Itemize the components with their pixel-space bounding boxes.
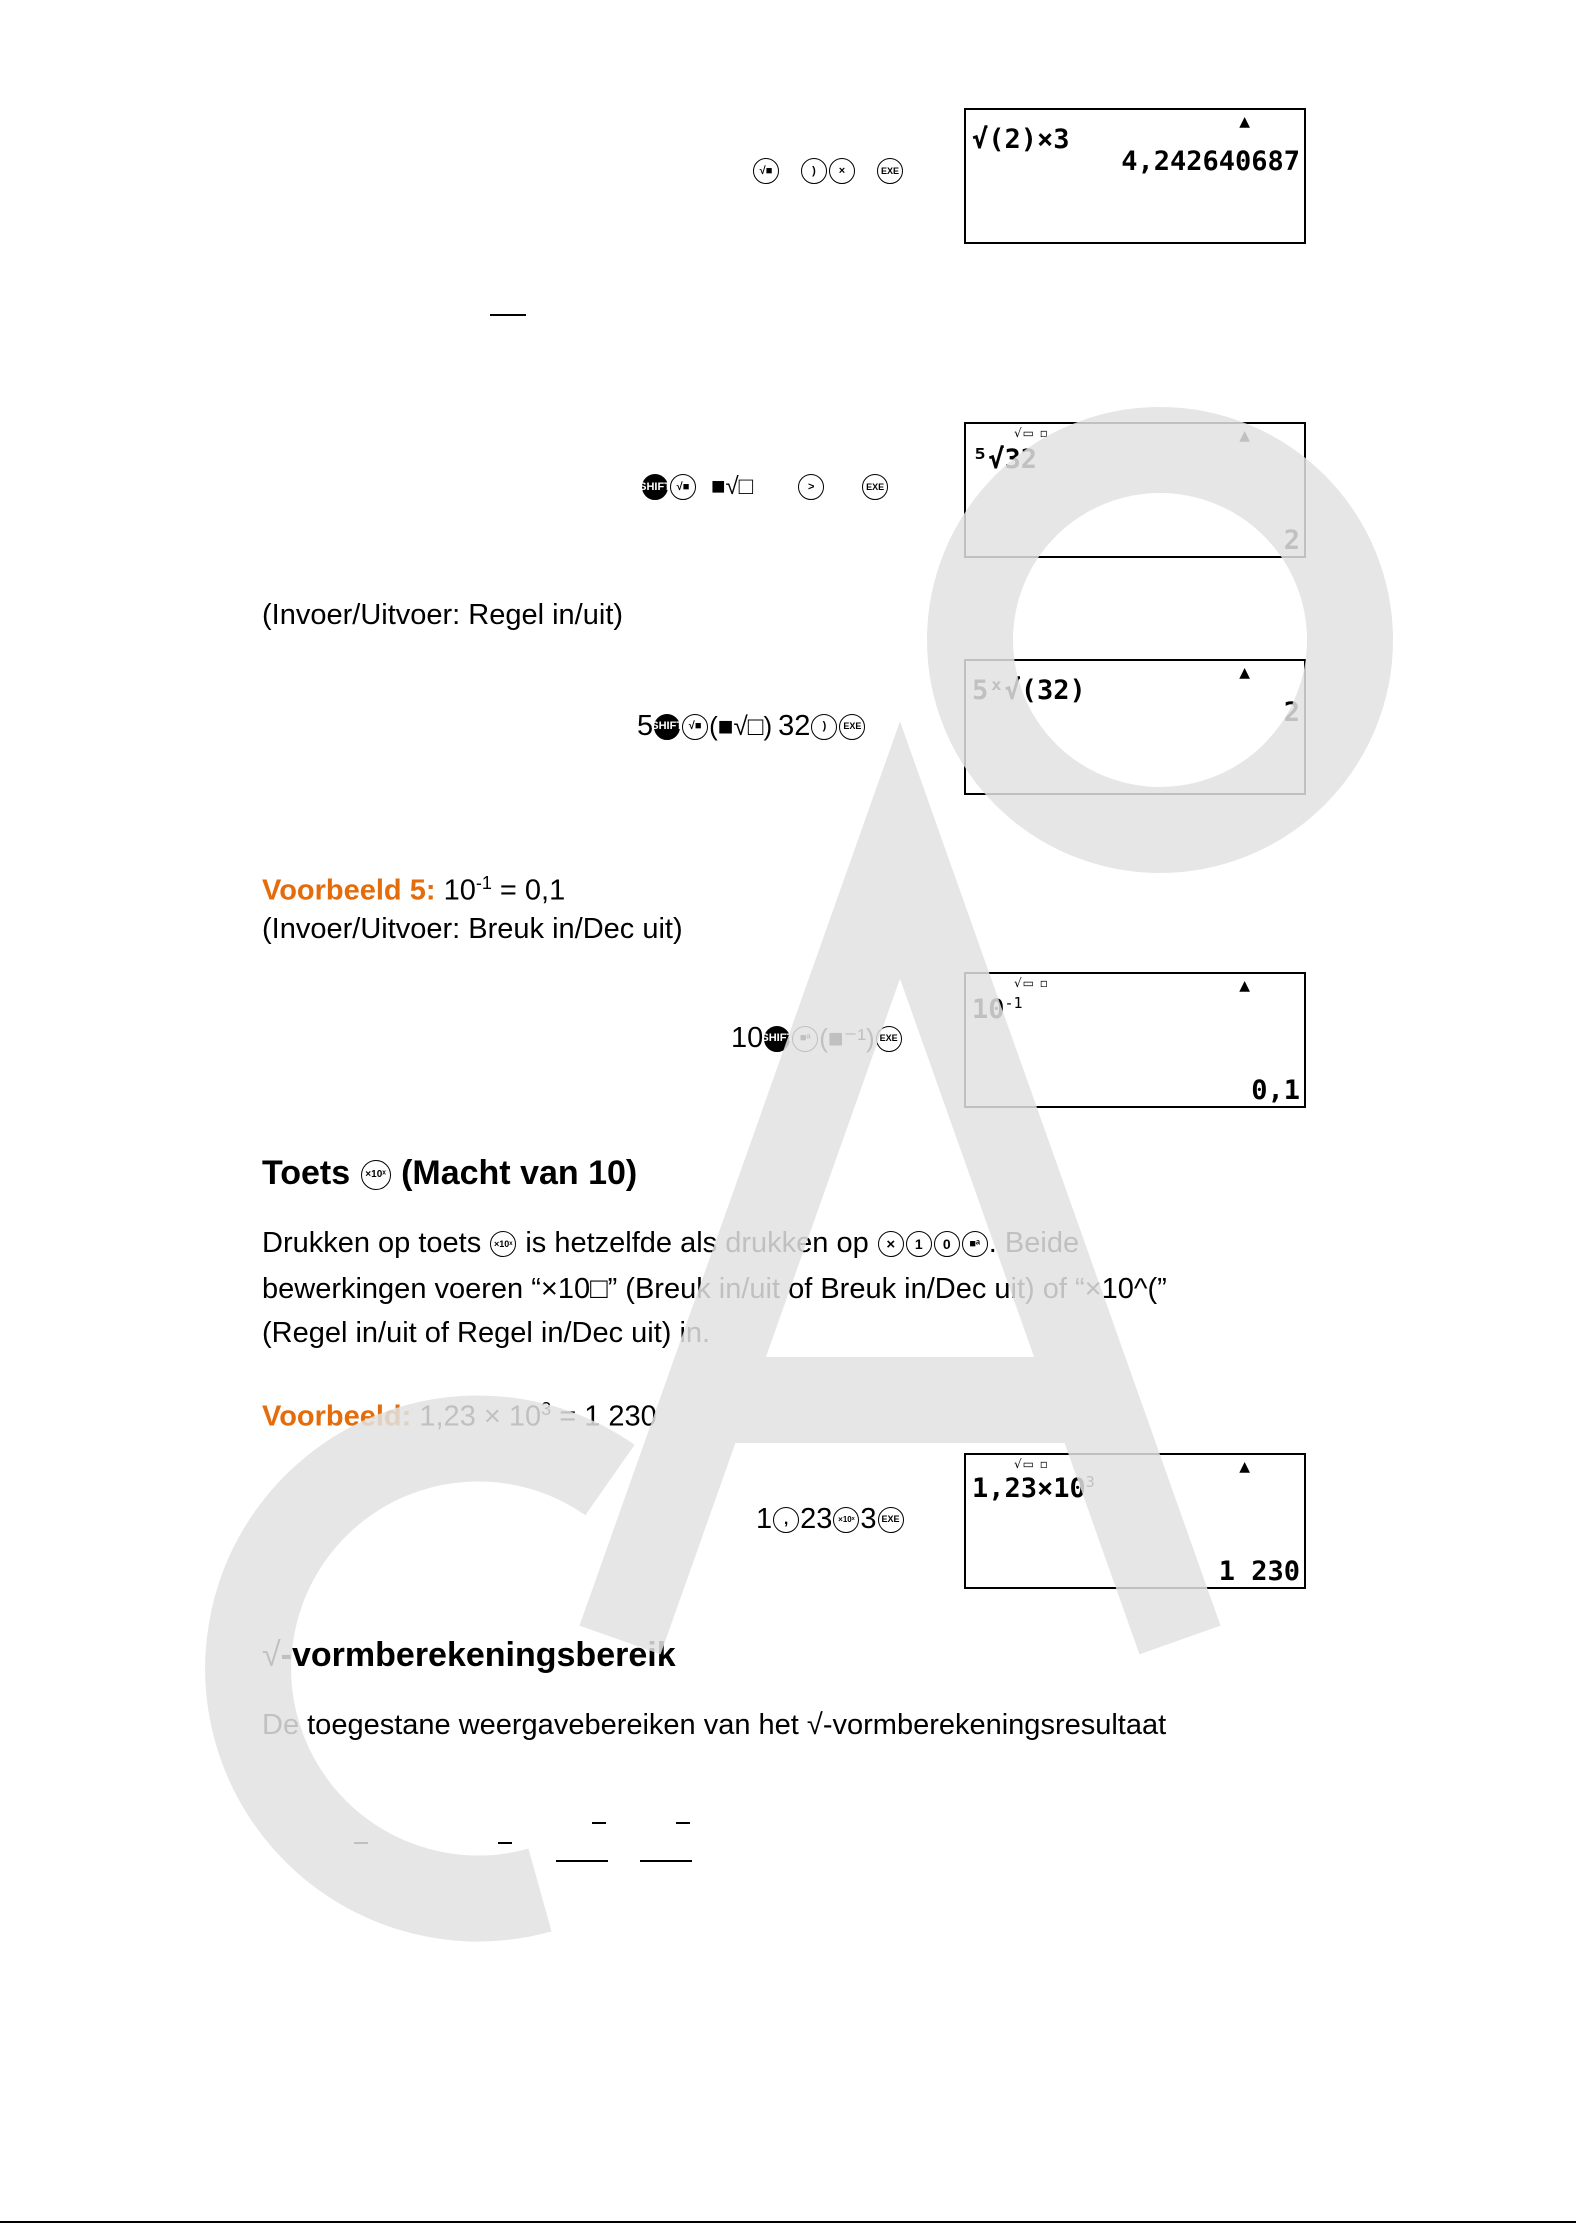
- exe-key-icon: EXE: [878, 1507, 904, 1533]
- calc3-lcd-result: 2: [1283, 697, 1300, 728]
- calc5-key-sequence: [756, 1503, 905, 1536]
- digits-10: 10: [731, 1022, 764, 1054]
- calc3-key-sequence: [637, 710, 866, 743]
- calc2-key-sequence: [641, 473, 889, 501]
- power-key-icon: ■ᵃ: [962, 1231, 988, 1257]
- calc5-display: [964, 1453, 1306, 1589]
- up-arrow-indicator-icon: ▲: [1239, 1459, 1250, 1475]
- calc4-key-sequence: [731, 1022, 903, 1055]
- up-arrow-indicator-icon: ▲: [1239, 428, 1250, 444]
- example-power-label: Voorbeeld:: [262, 1400, 412, 1433]
- example5-base: 10: [443, 874, 476, 907]
- shift-key-icon: SHIFT: [654, 714, 680, 740]
- calc1-display: [964, 108, 1306, 244]
- sqrt-key-icon: √■: [753, 158, 779, 184]
- calc1-lcd-result: 4,242640687: [1121, 146, 1300, 177]
- nth-root-label: (■√□): [709, 711, 773, 741]
- sqrt-key-icon: √■: [670, 474, 696, 500]
- power-para-line2: bewerkingen voeren “×10□” (Breuk in/uit of Breuk in/Dec uit) of “×10^(”: [262, 1273, 1167, 1305]
- calc1-lcd-input: √(2)×3: [972, 124, 1070, 155]
- formula-fragment: [592, 1822, 606, 1824]
- x10-key-icon: ×10ˣ: [833, 1507, 859, 1533]
- formula-fragment: [354, 1842, 368, 1844]
- calc2-lcd-input: ⁵√32: [972, 444, 1038, 475]
- up-arrow-indicator-icon: ▲: [1239, 665, 1250, 681]
- calc2-display: [964, 422, 1306, 558]
- multiply-key-icon: ×: [878, 1231, 904, 1257]
- example-power-line: Voorbeeld: $1,23 \times 10^3 = 1$ 230: [262, 1399, 657, 1433]
- section-heading-power: Toets ×10ˣ (Macht van 10): [262, 1154, 638, 1192]
- inverse-label: (■⁻¹): [819, 1023, 875, 1053]
- power-para-line1: Drukken op toets ×10ˣ is hetzelfde als drukken op × 1 0 ■ᵃ . Beide: [262, 1227, 1080, 1259]
- sqrt-para: De toegestane weergavebereiken van het √-vormberekeningsresultaat: [262, 1709, 1167, 1741]
- calc5-lcd-input: $1,23\times 10^3$: [972, 1473, 1095, 1504]
- mode-indicators: √▭ ▫: [1014, 426, 1049, 440]
- comma-key-icon: ,: [773, 1507, 799, 1533]
- calc2-lcd-result: 2: [1283, 525, 1300, 556]
- fraction-bar-fragment: [490, 314, 526, 316]
- example5-rest: = 0,1: [491, 874, 566, 907]
- formula-fragment: [498, 1842, 512, 1844]
- shift-key-icon: SHIFT: [642, 474, 668, 500]
- power-key-icon: ■ᵃ: [792, 1026, 818, 1052]
- sqrt-key-icon: √■: [682, 714, 708, 740]
- nth-root-template-icon: ■√□: [711, 473, 754, 500]
- example5-exp: -1: [475, 873, 492, 893]
- close-paren-key-icon: ): [801, 158, 827, 184]
- mode-indicators: √▭ ▫: [1014, 976, 1049, 990]
- shift-key-icon: SHIFT: [764, 1026, 790, 1052]
- mode-line-regel: (Invoer/Uitvoer: Regel in/uit): [262, 599, 624, 631]
- example5-mode: (Invoer/Uitvoer: Breuk in/Dec uit): [262, 913, 683, 945]
- exe-key-icon: EXE: [839, 714, 865, 740]
- digits-32: 32: [778, 710, 811, 742]
- page-bottom-rule: [0, 2221, 1576, 2223]
- digits-23: 23: [800, 1503, 833, 1535]
- up-arrow-indicator-icon: ▲: [1239, 114, 1250, 130]
- right-arrow-key-icon: >: [798, 474, 824, 500]
- multiply-key-icon: ×: [829, 158, 855, 184]
- formula-fragment: [556, 1860, 608, 1862]
- example5-line: [262, 866, 565, 908]
- formula-fragment: [640, 1860, 692, 1862]
- x10-key-icon: ×10ˣ: [361, 1160, 391, 1190]
- up-arrow-indicator-icon: ▲: [1239, 978, 1250, 994]
- calc4-display: [964, 972, 1306, 1108]
- example5-label: Voorbeeld 5:: [262, 874, 436, 907]
- calc5-lcd-result: 1 230: [1218, 1556, 1300, 1587]
- digit-5: 5: [637, 710, 654, 742]
- one-key-icon: 1: [906, 1231, 932, 1257]
- formula-fragment: [676, 1822, 690, 1824]
- power-para-line3: (Regel in/uit of Regel in/Dec uit) in.: [262, 1317, 711, 1349]
- x10-key-icon: ×10ˣ: [490, 1231, 516, 1257]
- calc1-key-sequence: [752, 158, 904, 184]
- exe-key-icon: EXE: [877, 158, 903, 184]
- close-paren-key-icon: ): [811, 714, 837, 740]
- mode-indicators: √▭ ▫: [1014, 1457, 1049, 1471]
- calc3-lcd-input: 5ˣ√(32): [972, 675, 1086, 706]
- calc4-lcd-input: $10^{-1}$: [972, 994, 1023, 1025]
- calc4-lcd-result: 0,1: [1251, 1075, 1300, 1106]
- exe-key-icon: EXE: [876, 1026, 902, 1052]
- digit-1: 1: [756, 1503, 773, 1535]
- section-heading-sqrt: √-vormberekeningsbereik: [262, 1636, 676, 1674]
- exe-key-icon: EXE: [862, 474, 888, 500]
- digit-3: 3: [860, 1503, 877, 1535]
- zero-key-icon: 0: [934, 1231, 960, 1257]
- calc3-display: [964, 659, 1306, 795]
